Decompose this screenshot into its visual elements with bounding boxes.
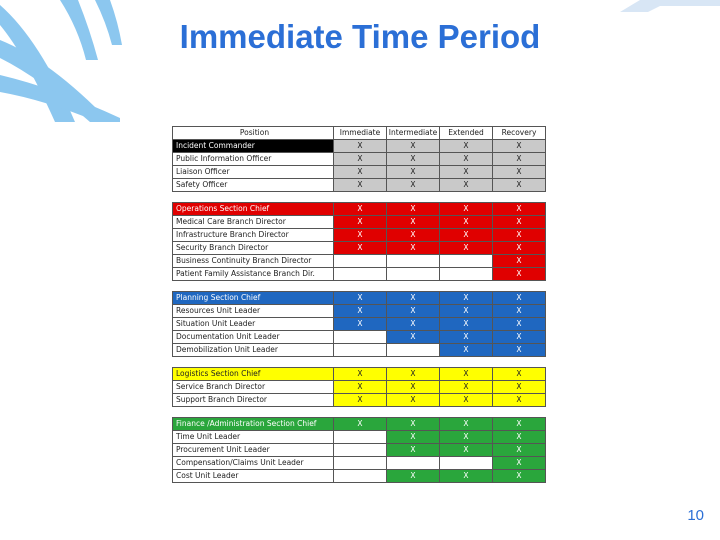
period-cell: X <box>387 394 440 407</box>
period-cell: X <box>493 166 546 179</box>
separator-cell <box>173 192 334 203</box>
separator-cell <box>387 281 440 292</box>
period-cell: X <box>440 179 493 192</box>
position-cell: Planning Section Chief <box>173 292 334 305</box>
column-header: Recovery <box>493 127 546 140</box>
period-cell: X <box>493 470 546 483</box>
period-cell: X <box>387 331 440 344</box>
period-cell: X <box>493 179 546 192</box>
period-cell: X <box>334 216 387 229</box>
column-header: Position <box>173 127 334 140</box>
period-cell: X <box>440 331 493 344</box>
table-row <box>173 140 546 153</box>
period-cell <box>334 268 387 281</box>
position-cell: Logistics Section Chief <box>173 368 334 381</box>
period-cell <box>334 431 387 444</box>
period-cell <box>440 457 493 470</box>
position-cell: Medical Care Branch Director <box>173 216 334 229</box>
period-cell: X <box>440 292 493 305</box>
period-cell: X <box>387 229 440 242</box>
column-header: Extended <box>440 127 493 140</box>
table-row <box>173 216 546 229</box>
period-cell: X <box>387 318 440 331</box>
period-cell: X <box>387 140 440 153</box>
position-cell: Public Information Officer <box>173 153 334 166</box>
period-cell: X <box>440 203 493 216</box>
table-row <box>173 444 546 457</box>
period-cell: X <box>387 368 440 381</box>
separator-cell <box>334 407 387 418</box>
period-cell: X <box>440 394 493 407</box>
period-cell: X <box>493 344 546 357</box>
period-cell: X <box>387 381 440 394</box>
period-cell: X <box>493 229 546 242</box>
slide-title: Immediate Time Period <box>179 18 541 55</box>
period-cell: X <box>334 368 387 381</box>
period-cell: X <box>493 381 546 394</box>
period-cell: X <box>440 431 493 444</box>
period-cell: X <box>440 344 493 357</box>
period-cell <box>334 457 387 470</box>
period-cell: X <box>387 431 440 444</box>
separator-cell <box>173 407 334 418</box>
period-cell: X <box>387 444 440 457</box>
position-cell: Support Branch Director <box>173 394 334 407</box>
separator-cell <box>173 357 334 368</box>
period-cell: X <box>440 318 493 331</box>
table-row <box>173 229 546 242</box>
position-cell: Cost Unit Leader <box>173 470 334 483</box>
period-cell <box>334 444 387 457</box>
position-cell: Demobilization Unit Leader <box>173 344 334 357</box>
period-cell <box>334 255 387 268</box>
period-cell <box>387 344 440 357</box>
separator-cell <box>493 407 546 418</box>
table-row <box>173 457 546 470</box>
period-cell: X <box>493 457 546 470</box>
position-cell: Compensation/Claims Unit Leader <box>173 457 334 470</box>
period-cell: X <box>440 368 493 381</box>
period-cell: X <box>493 331 546 344</box>
table-row <box>173 179 546 192</box>
period-cell <box>440 268 493 281</box>
period-cell: X <box>440 242 493 255</box>
table-header-row <box>173 127 546 140</box>
separator-cell <box>440 407 493 418</box>
position-cell: Situation Unit Leader <box>173 318 334 331</box>
group-separator <box>173 407 546 418</box>
period-cell: X <box>334 381 387 394</box>
table-row <box>173 292 546 305</box>
period-cell: X <box>387 305 440 318</box>
period-cell <box>387 268 440 281</box>
period-cell: X <box>387 292 440 305</box>
position-table <box>172 126 546 483</box>
separator-cell <box>387 192 440 203</box>
period-cell: X <box>493 216 546 229</box>
position-cell: Infrastructure Branch Director <box>173 229 334 242</box>
period-cell: X <box>387 203 440 216</box>
group-separator <box>173 357 546 368</box>
period-cell: X <box>440 444 493 457</box>
period-cell: X <box>493 305 546 318</box>
period-cell: X <box>493 368 546 381</box>
period-cell: X <box>334 203 387 216</box>
table-row <box>173 166 546 179</box>
position-cell: Service Branch Director <box>173 381 334 394</box>
column-header: Immediate <box>334 127 387 140</box>
position-cell: Liaison Officer <box>173 166 334 179</box>
period-cell: X <box>440 381 493 394</box>
table-row <box>173 344 546 357</box>
period-cell: X <box>493 203 546 216</box>
period-cell: X <box>493 318 546 331</box>
position-matrix <box>172 126 546 483</box>
period-cell: X <box>334 418 387 431</box>
period-cell: X <box>387 242 440 255</box>
position-cell: Resources Unit Leader <box>173 305 334 318</box>
table-row <box>173 318 546 331</box>
position-cell: Business Continuity Branch Director <box>173 255 334 268</box>
separator-cell <box>334 281 387 292</box>
table-row <box>173 368 546 381</box>
separator-cell <box>334 357 387 368</box>
table-row <box>173 470 546 483</box>
period-cell: X <box>334 305 387 318</box>
table-row <box>173 203 546 216</box>
separator-cell <box>440 357 493 368</box>
period-cell: X <box>440 216 493 229</box>
period-cell <box>334 344 387 357</box>
position-cell: Procurement Unit Leader <box>173 444 334 457</box>
period-cell: X <box>440 140 493 153</box>
group-separator <box>173 281 546 292</box>
period-cell <box>387 457 440 470</box>
table-row <box>173 255 546 268</box>
position-cell: Finance /Administration Section Chief <box>173 418 334 431</box>
period-cell: X <box>493 268 546 281</box>
table-row <box>173 431 546 444</box>
period-cell: X <box>334 292 387 305</box>
period-cell: X <box>387 179 440 192</box>
table-row <box>173 381 546 394</box>
period-cell: X <box>440 305 493 318</box>
period-cell: X <box>440 229 493 242</box>
period-cell: X <box>334 229 387 242</box>
period-cell <box>440 255 493 268</box>
period-cell: X <box>493 255 546 268</box>
separator-cell <box>387 357 440 368</box>
position-cell: Safety Officer <box>173 179 334 192</box>
separator-cell <box>334 192 387 203</box>
period-cell: X <box>387 470 440 483</box>
period-cell: X <box>334 242 387 255</box>
separator-cell <box>493 281 546 292</box>
separator-cell <box>493 192 546 203</box>
position-cell: Time Unit Leader <box>173 431 334 444</box>
period-cell: X <box>440 470 493 483</box>
period-cell: X <box>440 166 493 179</box>
group-separator <box>173 192 546 203</box>
period-cell: X <box>387 153 440 166</box>
position-cell: Documentation Unit Leader <box>173 331 334 344</box>
column-header: Intermediate <box>387 127 440 140</box>
period-cell <box>334 470 387 483</box>
separator-cell <box>440 192 493 203</box>
period-cell: X <box>334 394 387 407</box>
position-cell: Incident Commander <box>173 140 334 153</box>
position-cell: Operations Section Chief <box>173 203 334 216</box>
separator-cell <box>387 407 440 418</box>
period-cell <box>387 255 440 268</box>
period-cell: X <box>440 153 493 166</box>
period-cell: X <box>493 292 546 305</box>
period-cell: X <box>334 153 387 166</box>
period-cell: X <box>387 418 440 431</box>
table-row <box>173 268 546 281</box>
page-number: 10 <box>687 507 704 524</box>
period-cell: X <box>493 394 546 407</box>
period-cell: X <box>387 216 440 229</box>
period-cell: X <box>493 153 546 166</box>
period-cell <box>334 331 387 344</box>
table-row <box>173 242 546 255</box>
position-cell: Patient Family Assistance Branch Dir. <box>173 268 334 281</box>
separator-cell <box>173 281 334 292</box>
period-cell: X <box>493 418 546 431</box>
period-cell: X <box>440 418 493 431</box>
period-cell: X <box>493 242 546 255</box>
period-cell: X <box>493 431 546 444</box>
table-row <box>173 153 546 166</box>
separator-cell <box>440 281 493 292</box>
separator-cell <box>493 357 546 368</box>
period-cell: X <box>334 140 387 153</box>
table-row <box>173 394 546 407</box>
corner-decoration <box>580 0 720 12</box>
period-cell: X <box>334 166 387 179</box>
table-row <box>173 305 546 318</box>
period-cell: X <box>493 140 546 153</box>
period-cell: X <box>334 179 387 192</box>
table-row <box>173 418 546 431</box>
period-cell: X <box>387 166 440 179</box>
period-cell: X <box>334 318 387 331</box>
position-cell: Security Branch Director <box>173 242 334 255</box>
period-cell: X <box>493 444 546 457</box>
table-row <box>173 331 546 344</box>
